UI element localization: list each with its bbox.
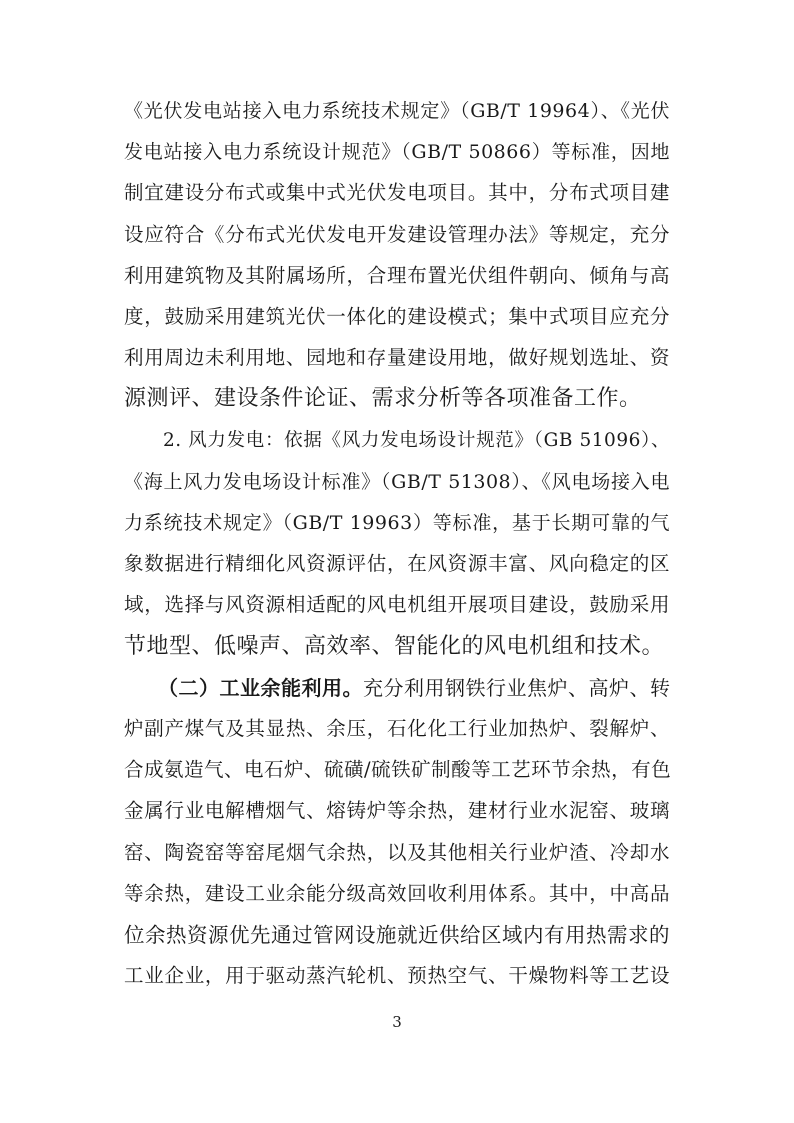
text-line: 《海上风力发电场设计标准》（GB/T 51308）、《风电场接入电 xyxy=(124,470,670,493)
text-line: 节地型、低噪声、高效率、智能化的风电机组和技术。 xyxy=(124,633,665,659)
section-heading-continuation: 充分利用钢铁行业焦炉、高炉、转 xyxy=(363,675,671,700)
text-line: 度，鼓励采用建筑光伏一体化的建设模式；集中式项目应充分 xyxy=(124,305,670,328)
text-line: 窑、陶瓷窑等窑尾烟气余热，以及其他相关行业炉渣、冷却水 xyxy=(124,840,670,864)
text-line: 等余热，建设工业余能分级高效回收利用体系。其中，中高品 xyxy=(124,881,670,905)
text-line: 力系统技术规定》（GB/T 19963）等标准，基于长期可靠的气 xyxy=(124,512,670,534)
text-line: 炉副产煤气及其显热、余压，石化化工行业加热炉、裂解炉、 xyxy=(124,717,670,740)
text-line: 域，选择与风资源相适配的风电机组开展项目建设，鼓励采用 xyxy=(124,593,670,617)
text-line: 工业企业，用于驱动蒸汽轮机、预热空气、干燥物料等工艺设 xyxy=(124,964,670,988)
page-number: 3 xyxy=(392,1013,402,1032)
text-line: 利用建筑物及其附属场所，合理布置光伏组件朝向、倾角与高 xyxy=(124,263,670,287)
text-line: 合成氨造气、电石炉、硫磺/硫铁矿制酸等工艺环节余热，有色 xyxy=(124,758,672,782)
text-line: 象数据进行精细化风资源评估，在风资源丰富、风向稳定的区 xyxy=(124,552,670,576)
text-line: 2. 风力发电：依据《风力发电场设计规范》（GB 51096）、 xyxy=(163,429,670,451)
text-line: 位余热资源优先通过管网设施就近供给区域内有用热需求的 xyxy=(124,923,670,947)
text-line: 《光伏发电站接入电力系统技术规定》（GB/T 19964）、《光伏 xyxy=(124,100,670,122)
text-line: 源测评、建设条件论证、需求分析等各项准备工作。 xyxy=(124,386,642,412)
section-heading: （二）工业余能利用。 xyxy=(158,675,363,700)
text-line: 利用周边未利用地、园地和存量建设用地，做好规划选址、资 xyxy=(124,346,670,370)
text-line: 制宜建设分布式或集中式光伏发电项目。其中，分布式项目建 xyxy=(124,181,670,205)
text-line: 发电站接入电力系统设计规范》（GB/T 50866）等标准，因地 xyxy=(124,141,670,164)
section-heading-line xyxy=(158,669,670,707)
text-line: 金属行业电解槽烟气、熔铸炉等余热，建材行业水泥窑、玻璃 xyxy=(124,799,670,823)
text-line: 设应符合《分布式光伏发电开发建设管理办法》等规定，充分 xyxy=(124,222,670,246)
